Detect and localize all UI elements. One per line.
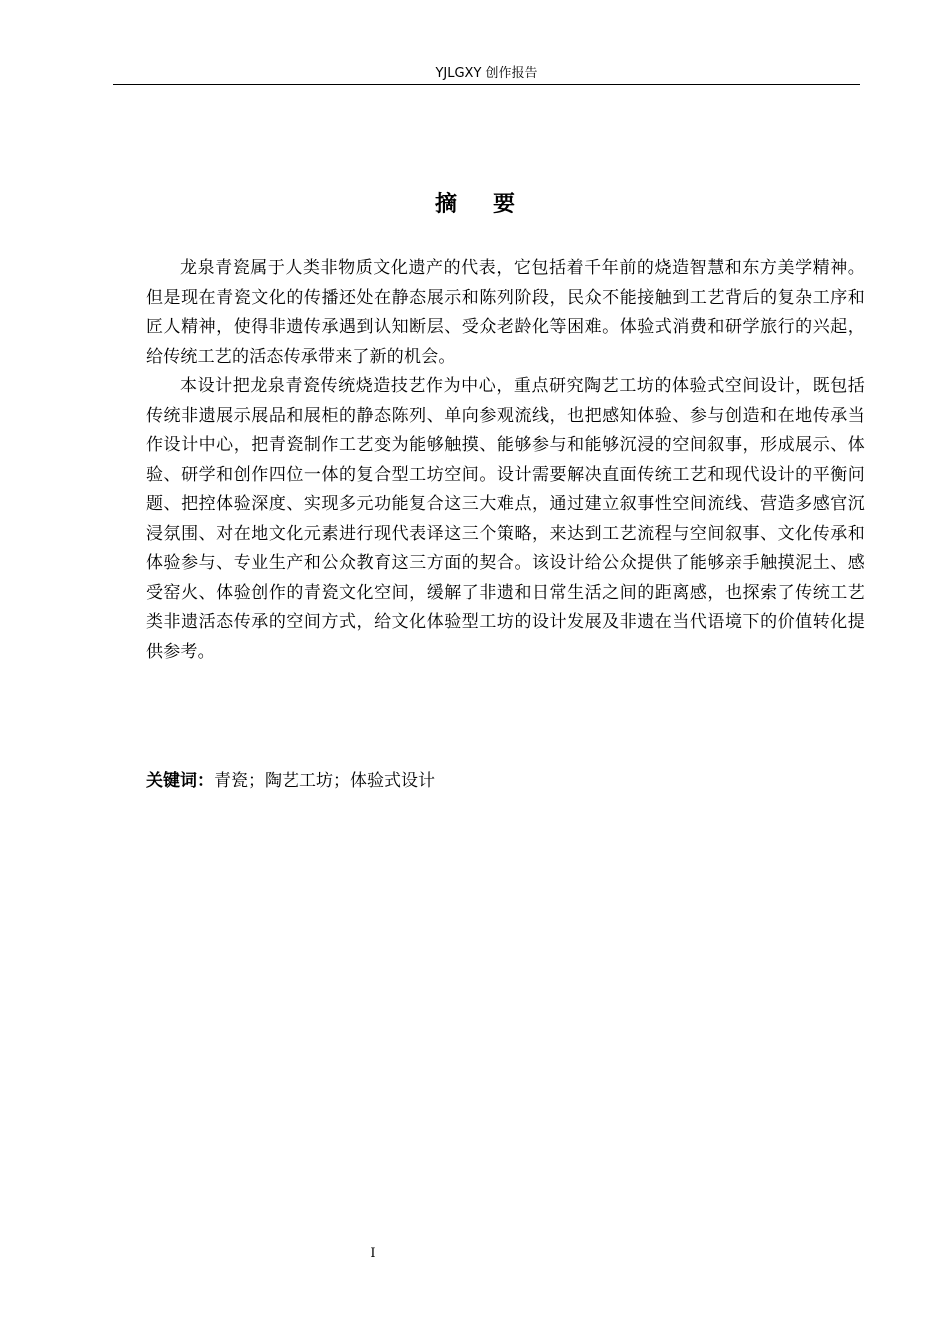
abstract-paragraph-1: 龙泉青瓷属于人类非物质文化遗产的代表，它包括着千年前的烧造智慧和东方美学精神。但是现在青瓷文化的传播还处在静态展示和陈列阶段，民众不能接触到工艺背后的复杂工序和匠人精神，使得非遗传承遇到认知断层、受众老龄化等困难。体验式消费和研学旅行的兴起，给传统工艺的活态传承带来了新的机会。 xyxy=(146,258,865,367)
abstract-body xyxy=(146,254,865,667)
page-number: I xyxy=(370,1246,376,1261)
keywords-line xyxy=(146,766,435,796)
header-text: YJLGXY 创作报告 xyxy=(435,66,538,81)
running-header xyxy=(113,62,860,85)
keywords-value: 青瓷；陶艺工坊；体验式设计 xyxy=(214,771,435,791)
keywords-label: 关键词： xyxy=(146,771,214,791)
abstract-paragraph-2: 本设计把龙泉青瓷传统烧造技艺作为中心，重点研究陶艺工坊的体验式空间设计，既包括传统非遗展示展品和展柜的静态陈列、单向参观流线，也把感知体验、参与创造和在地传承当作设计中心，把青瓷制作工艺变为能够触摸、能够参与和能够沉浸的空间叙事，形成展示、体验、研学和创作四位一体的复合型工坊空间。设计需要解决直面传统工艺和现代设计的平衡问题、把控体验深度、实现多元功能复合这三大难点，通过建立叙事性空间流线、营造多感官沉浸氛围、对在地文化元素进行现代表译这三个策略，来达到工艺流程与空间叙事、文化传承和体验参与、专业生产和公众教育这三方面的契合。该设计给公众提供了能够亲手触摸泥土、感受窑火、体验创作的青瓷文化空间，缓解了非遗和日常生活之间的距离感，也探索了传统工艺类非遗活态传承的空间方式，给文化体验型工坊的设计发展及非遗在当代语境下的价值转化提供参考。 xyxy=(146,376,865,662)
abstract-title: 摘要 xyxy=(434,192,551,217)
